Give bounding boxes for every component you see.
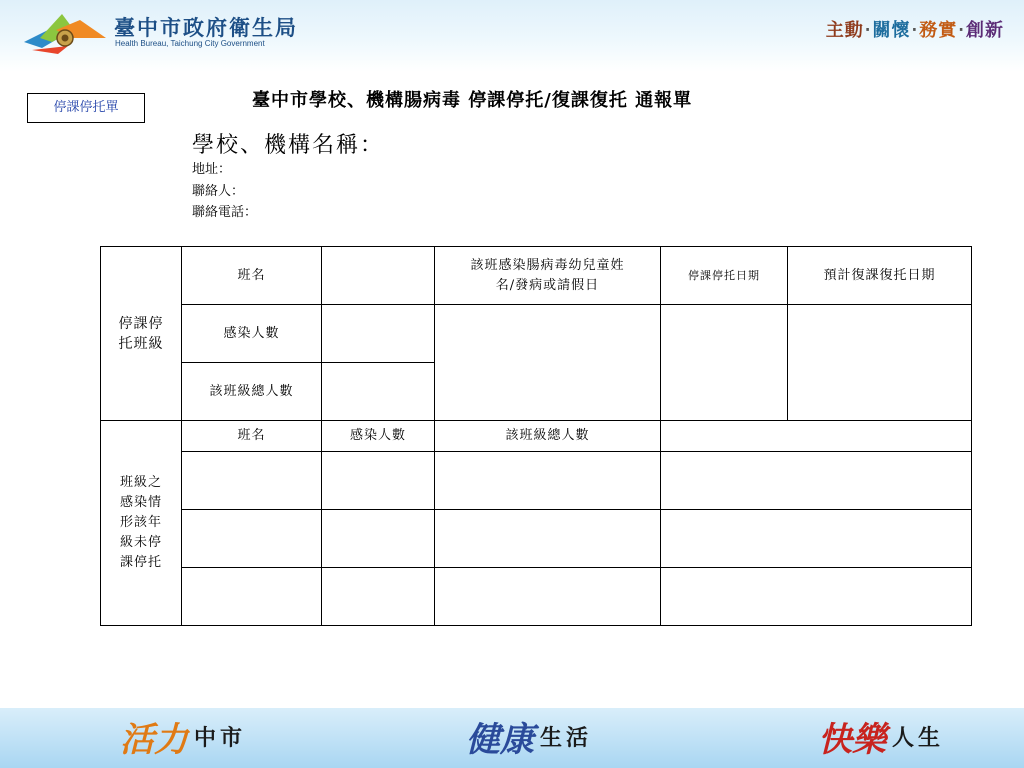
address-field: 地址： xyxy=(192,162,232,177)
table-rule xyxy=(181,567,972,568)
footer-slogan xyxy=(466,712,592,761)
slogan-plain-text: 中市 xyxy=(194,726,247,751)
table-border xyxy=(100,625,972,626)
slogan-plain-text: 人生 xyxy=(892,726,945,751)
form-type-badge: 停課停托單 xyxy=(27,93,145,123)
motto-separator: ‧ xyxy=(911,20,919,41)
motto-item: 創新 xyxy=(966,20,1004,41)
motto-separator: ‧ xyxy=(958,20,965,41)
phone-field: 聯絡電話： xyxy=(192,205,258,220)
slogan-brush-text: 快樂 xyxy=(818,720,886,760)
s2-header-total: 該班級總人數 xyxy=(505,428,590,443)
motto xyxy=(826,16,1004,42)
institution-name-field: 學校、機構名稱： xyxy=(192,133,385,158)
section-label-text: 停課停托班級 xyxy=(118,315,164,352)
slogan-brush-text: 健康 xyxy=(466,720,534,760)
slogan-plain-text: 生活 xyxy=(540,726,593,751)
footer-slogan xyxy=(120,712,246,761)
s2-header-infected: 感染人數 xyxy=(349,428,406,443)
motto-separator: ‧ xyxy=(864,20,872,41)
header-banner xyxy=(0,0,1024,72)
header-child-names xyxy=(435,247,660,304)
motto-item: 主動 xyxy=(825,20,864,41)
motto-item: 務實 xyxy=(919,20,958,41)
header-resume-date: 預計復課復托日期 xyxy=(823,267,936,283)
section-label-suspended-classes xyxy=(101,247,181,420)
section-label-other-classes xyxy=(101,421,181,625)
health-bureau-logo-icon xyxy=(22,8,108,58)
header-class-name: 班名 xyxy=(237,267,266,283)
org-name-english: Health Bureau, Taichung City Government xyxy=(115,39,265,48)
page-title: 臺中市學校、機構腸病毒 停課停托/復課復托 通報單 xyxy=(252,90,693,111)
table-border xyxy=(971,246,972,626)
section-label-text: 班級之感染情形該年級未停課停托 xyxy=(119,475,162,570)
slogan-brush-text: 活力 xyxy=(120,720,188,760)
contact-person-field: 聯絡人： xyxy=(192,184,245,199)
motto-item: 關懷 xyxy=(872,20,911,41)
footer-slogan xyxy=(818,712,944,761)
table-rule xyxy=(181,451,972,452)
header-suspend-date: 停課停托日期 xyxy=(688,268,760,282)
label-class-total: 該班級總人數 xyxy=(209,383,294,399)
table-rule xyxy=(181,509,972,510)
header-child-names-text: 該班感染腸病毒幼兒童姓名/發病或請假日 xyxy=(470,257,625,293)
label-infected-count: 感染人數 xyxy=(223,325,280,341)
s2-header-class-name: 班名 xyxy=(237,428,266,443)
org-name: 臺中市政府衛生局 xyxy=(114,15,298,40)
